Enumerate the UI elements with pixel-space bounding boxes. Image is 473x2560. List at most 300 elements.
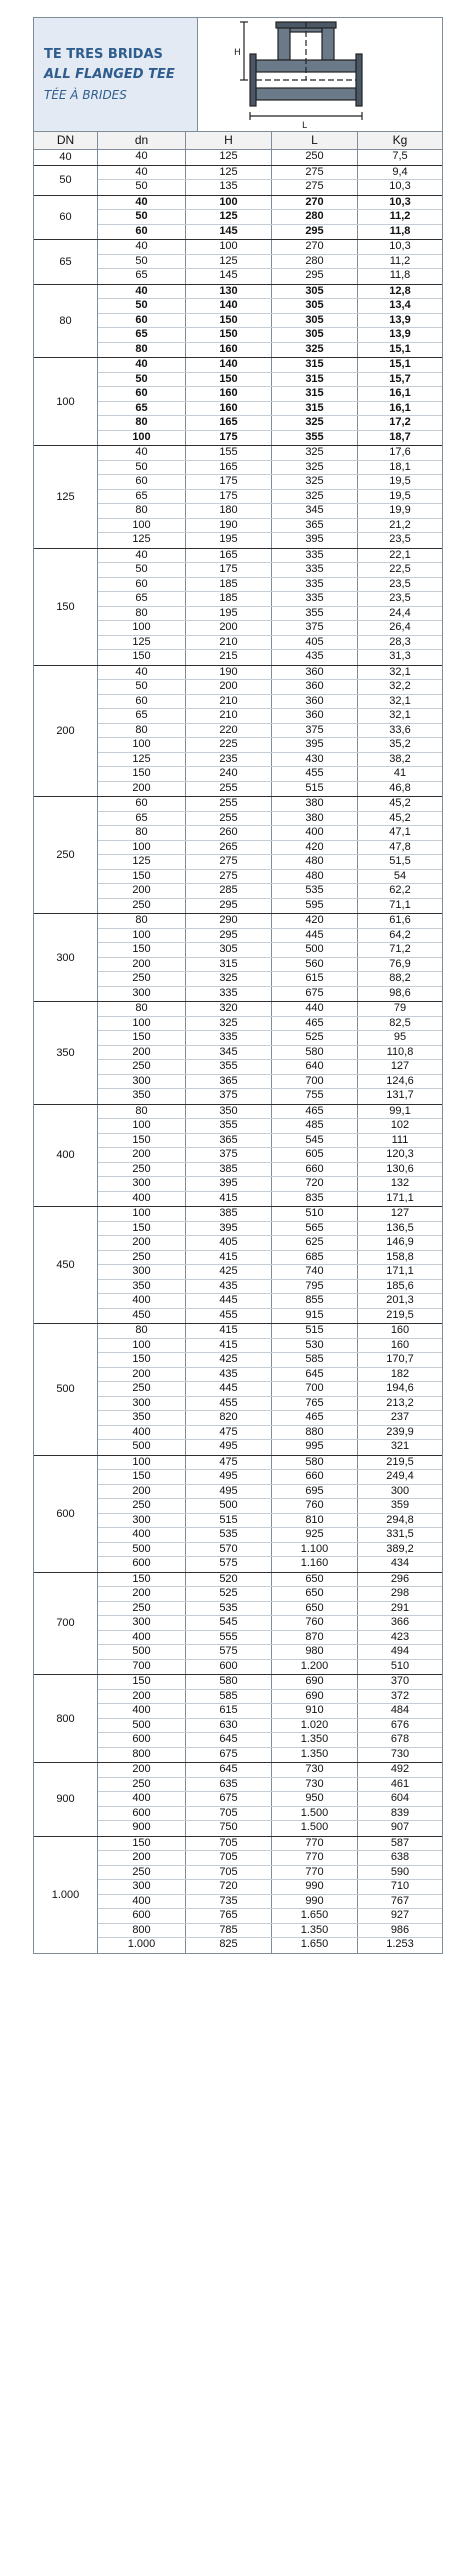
h-cell: 155: [186, 446, 272, 460]
branch-dn-cell: 60: [98, 695, 186, 709]
kg-cell: 11,2: [389, 254, 411, 267]
kg-cell: 62,2: [389, 884, 411, 896]
table-row: [98, 870, 442, 885]
branch-dn-cell: 250: [98, 1060, 186, 1074]
kg-cell: 23,5: [389, 577, 411, 590]
kg-cell: 54: [393, 869, 407, 882]
table-row: [98, 1265, 442, 1280]
kg-cell: 71,1: [389, 898, 411, 911]
l-cell: 695: [272, 1485, 358, 1499]
branch-dn-cell: 200: [98, 1763, 186, 1777]
kg-cell: 32,2: [389, 680, 411, 692]
kg-cell: 18,1: [389, 460, 411, 473]
l-cell: 465: [272, 1105, 358, 1119]
table-row: [98, 314, 442, 329]
branch-dn-cell: 200: [98, 1148, 186, 1162]
branch-dn-cell: 350: [98, 1411, 186, 1425]
group-dn-cell: 400: [34, 1105, 98, 1207]
l-cell: 1.160: [272, 1557, 358, 1572]
branch-dn-cell: 350: [98, 1089, 186, 1104]
kg-cell: 296: [390, 1572, 410, 1585]
kg-cell: 35,2: [389, 738, 411, 750]
branch-dn-cell: 125: [98, 753, 186, 767]
l-cell: 455: [272, 767, 358, 781]
l-cell: 275: [272, 166, 358, 180]
kg-cell: 182: [390, 1367, 410, 1380]
h-cell: 435: [186, 1368, 272, 1382]
table-row: [98, 328, 442, 343]
kg-cell: 678: [390, 1733, 410, 1745]
l-cell: 770: [272, 1837, 358, 1851]
branch-dn-cell: 450: [98, 1309, 186, 1324]
branch-dn-cell: 200: [98, 1690, 186, 1704]
branch-dn-cell: 500: [98, 1543, 186, 1557]
kg-cell: 160: [390, 1338, 410, 1351]
kg-cell: 194,6: [386, 1382, 414, 1394]
kg-cell: 11,8: [389, 224, 411, 237]
h-cell: 265: [186, 841, 272, 855]
l-cell: 305: [272, 328, 358, 342]
table-row: [98, 1690, 442, 1705]
h-cell: 570: [186, 1543, 272, 1557]
table-row: [98, 1602, 442, 1617]
l-cell: 325: [272, 475, 358, 489]
kg-cell: 98,6: [389, 986, 411, 999]
table-row: [98, 1089, 442, 1104]
l-cell: 400: [272, 826, 358, 840]
kg-cell: 102: [390, 1119, 410, 1131]
h-cell: 325: [186, 1017, 272, 1031]
table-header: [34, 132, 442, 150]
table-row: [98, 1368, 442, 1383]
col-header-kg: Kg: [392, 133, 408, 147]
kg-cell: 638: [390, 1851, 410, 1863]
kg-cell: 587: [390, 1836, 410, 1849]
l-cell: 375: [272, 724, 358, 738]
l-cell: 465: [272, 1411, 358, 1425]
branch-dn-cell: 65: [98, 269, 186, 284]
group-dn-cell: 60: [34, 196, 98, 240]
group-rows: [98, 797, 442, 913]
l-cell: 335: [272, 549, 358, 563]
kg-cell: 45,2: [389, 797, 411, 809]
table-row: [98, 899, 442, 914]
branch-dn-cell: 60: [98, 314, 186, 328]
l-cell: 445: [272, 929, 358, 943]
table-row: [98, 475, 442, 490]
table-row: [98, 1119, 442, 1134]
h-cell: 405: [186, 1236, 272, 1250]
l-cell: 355: [272, 607, 358, 621]
h-cell: 580: [186, 1675, 272, 1689]
kg-cell: 171,1: [386, 1191, 414, 1204]
l-cell: 795: [272, 1280, 358, 1294]
col-header-H: H: [186, 132, 272, 149]
table-row: [98, 650, 442, 665]
table-row: [98, 1704, 442, 1719]
h-cell: 335: [186, 1031, 272, 1045]
l-cell: 525: [272, 1031, 358, 1045]
branch-dn-cell: 200: [98, 958, 186, 972]
group-rows: [98, 549, 442, 665]
h-cell: 435: [186, 1280, 272, 1294]
kg-cell: 986: [390, 1923, 410, 1936]
kg-cell: 16,1: [389, 401, 411, 414]
branch-dn-cell: 300: [98, 1880, 186, 1894]
branch-dn-cell: 50: [98, 180, 186, 195]
table-row: [98, 1645, 442, 1660]
branch-dn-cell: 200: [98, 1046, 186, 1060]
kg-cell: 99,1: [389, 1104, 411, 1117]
branch-dn-cell: 150: [98, 1675, 186, 1689]
dn-group: [34, 1002, 442, 1105]
branch-dn-cell: 100: [98, 1207, 186, 1221]
h-cell: 555: [186, 1631, 272, 1645]
l-cell: 420: [272, 841, 358, 855]
h-cell: 365: [186, 1075, 272, 1089]
l-cell: 360: [272, 680, 358, 694]
h-cell: 225: [186, 738, 272, 752]
group-rows: [98, 446, 442, 548]
branch-dn-cell: 80: [98, 724, 186, 738]
dn-group: [34, 1573, 442, 1676]
l-cell: 650: [272, 1587, 358, 1601]
table-row: [98, 709, 442, 724]
table-row: [98, 549, 442, 564]
table-row: [98, 1675, 442, 1690]
branch-dn-cell: 65: [98, 709, 186, 723]
group-rows: [98, 1763, 442, 1836]
table-row: [98, 1924, 442, 1939]
h-cell: 335: [186, 987, 272, 1002]
kg-cell: 219,5: [386, 1455, 414, 1468]
kg-cell: 604: [390, 1792, 410, 1804]
group-dn-cell: 500: [34, 1324, 98, 1455]
kg-cell: 494: [390, 1645, 410, 1657]
kg-cell: 15,7: [389, 372, 411, 385]
table-row: [98, 1017, 442, 1032]
group-dn-cell: 800: [34, 1675, 98, 1762]
table-row: [98, 180, 442, 195]
branch-dn-cell: 50: [98, 563, 186, 577]
branch-dn-cell: 200: [98, 1851, 186, 1865]
branch-dn-cell: 900: [98, 1821, 186, 1836]
branch-dn-cell: 200: [98, 1587, 186, 1601]
branch-dn-cell: 600: [98, 1909, 186, 1923]
kg-cell: 239,9: [386, 1425, 414, 1438]
kg-cell: 331,5: [386, 1528, 414, 1540]
table-row: [98, 210, 442, 225]
table-row: [98, 285, 442, 300]
kg-cell: 370: [390, 1675, 410, 1687]
table-row: [98, 1660, 442, 1675]
branch-dn-cell: 80: [98, 343, 186, 358]
h-cell: 455: [186, 1309, 272, 1324]
branch-dn-cell: 800: [98, 1748, 186, 1763]
table-row: [98, 1192, 442, 1207]
table-row: [98, 1514, 442, 1529]
l-cell: 355: [272, 431, 358, 446]
h-cell: 545: [186, 1616, 272, 1630]
h-cell: 190: [186, 666, 272, 680]
table-row: [98, 1557, 442, 1572]
h-cell: 210: [186, 636, 272, 650]
group-dn-cell: 200: [34, 666, 98, 797]
h-cell: 145: [186, 225, 272, 240]
l-cell: 1.350: [272, 1924, 358, 1938]
l-cell: 995: [272, 1440, 358, 1455]
kg-cell: 131,7: [386, 1089, 414, 1101]
kg-cell: 21,2: [389, 518, 411, 531]
group-rows: [98, 1207, 442, 1323]
h-cell: 255: [186, 812, 272, 826]
table-row: [98, 767, 442, 782]
table-row: [98, 299, 442, 314]
branch-dn-cell: 250: [98, 1163, 186, 1177]
h-cell: 175: [186, 475, 272, 489]
h-cell: 200: [186, 621, 272, 635]
l-cell: 345: [272, 504, 358, 518]
branch-dn-cell: 250: [98, 1866, 186, 1880]
l-cell: 315: [272, 402, 358, 416]
h-cell: 645: [186, 1763, 272, 1777]
branch-dn-cell: 60: [98, 797, 186, 811]
h-cell: 160: [186, 343, 272, 358]
table-row: [98, 958, 442, 973]
h-cell: 315: [186, 958, 272, 972]
kg-cell: 767: [390, 1894, 410, 1907]
table-row: [98, 1528, 442, 1543]
h-cell: 635: [186, 1778, 272, 1792]
h-cell: 415: [186, 1251, 272, 1265]
h-cell: 415: [186, 1339, 272, 1353]
l-cell: 770: [272, 1866, 358, 1880]
l-cell: 315: [272, 358, 358, 372]
h-cell: 275: [186, 870, 272, 884]
table-row: [98, 695, 442, 710]
table-row: [98, 461, 442, 476]
branch-dn-cell: 40: [98, 446, 186, 460]
branch-dn-cell: 40: [98, 166, 186, 180]
h-cell: 260: [186, 826, 272, 840]
kg-cell: 23,5: [389, 592, 411, 604]
table-row: [98, 782, 442, 797]
dn-group: [34, 358, 442, 446]
h-cell: 445: [186, 1382, 272, 1396]
l-cell: 465: [272, 1017, 358, 1031]
table-row: [98, 1837, 442, 1852]
kg-cell: 907: [390, 1821, 410, 1833]
branch-dn-cell: 80: [98, 914, 186, 928]
table-row: [98, 166, 442, 181]
l-cell: 280: [272, 255, 358, 269]
table-row: [98, 972, 442, 987]
table-row: [98, 490, 442, 505]
h-cell: 195: [186, 607, 272, 621]
l-cell: 500: [272, 943, 358, 957]
table-row: [98, 1426, 442, 1441]
kg-cell: 10,3: [389, 195, 411, 208]
branch-dn-cell: 125: [98, 855, 186, 869]
kg-cell: 38,2: [389, 752, 411, 765]
table-row: [98, 666, 442, 681]
tee-diagram-icon: [198, 18, 440, 130]
h-cell: 495: [186, 1440, 272, 1455]
h-cell: 515: [186, 1514, 272, 1528]
table-body: [34, 150, 442, 1953]
branch-dn-cell: 80: [98, 504, 186, 518]
group-rows: [98, 1324, 442, 1455]
l-cell: 880: [272, 1426, 358, 1440]
branch-dn-cell: 250: [98, 1778, 186, 1792]
table-row: [98, 738, 442, 753]
branch-dn-cell: 80: [98, 1105, 186, 1119]
table-row: [98, 416, 442, 431]
l-cell: 325: [272, 461, 358, 475]
table-row: [98, 240, 442, 255]
table-row: [98, 1397, 442, 1412]
kg-cell: 130,6: [386, 1162, 414, 1175]
branch-dn-cell: 80: [98, 416, 186, 430]
branch-dn-cell: 400: [98, 1528, 186, 1542]
h-cell: 240: [186, 767, 272, 781]
kg-cell: 9,4: [392, 165, 408, 178]
l-cell: 325: [272, 490, 358, 504]
branch-dn-cell: 500: [98, 1440, 186, 1455]
dn-group: [34, 1456, 442, 1573]
h-cell: 165: [186, 416, 272, 430]
l-cell: 295: [272, 225, 358, 240]
h-cell: 100: [186, 196, 272, 210]
table-row: [98, 387, 442, 402]
table-row: [98, 1763, 442, 1778]
l-cell: 280: [272, 210, 358, 224]
h-cell: 150: [186, 314, 272, 328]
table-row: [98, 1309, 442, 1324]
h-cell: 210: [186, 709, 272, 723]
kg-cell: 61,6: [389, 914, 411, 926]
kg-cell: 249,4: [386, 1470, 414, 1482]
table-row: [98, 1895, 442, 1910]
l-cell: 1.500: [272, 1821, 358, 1836]
kg-cell: 484: [390, 1704, 410, 1716]
branch-dn-cell: 80: [98, 1324, 186, 1338]
l-cell: 250: [272, 150, 358, 165]
l-cell: 980: [272, 1645, 358, 1659]
h-cell: 285: [186, 884, 272, 898]
table-row: [98, 533, 442, 548]
col-header-dn: dn: [98, 132, 186, 149]
branch-dn-cell: 600: [98, 1557, 186, 1572]
group-rows: [98, 1837, 442, 1953]
group-dn-cell: 100: [34, 358, 98, 445]
table-row: [98, 1148, 442, 1163]
dn-group: [34, 240, 442, 285]
kg-cell: 82,5: [389, 1016, 411, 1029]
group-rows: [98, 150, 442, 165]
l-cell: 380: [272, 797, 358, 811]
l-cell: 730: [272, 1763, 358, 1777]
branch-dn-cell: 60: [98, 475, 186, 489]
l-cell: 915: [272, 1309, 358, 1324]
table-row: [98, 504, 442, 519]
branch-dn-cell: 400: [98, 1792, 186, 1806]
table-row: [98, 1236, 442, 1251]
h-cell: 325: [186, 972, 272, 986]
branch-dn-cell: 150: [98, 870, 186, 884]
h-cell: 185: [186, 578, 272, 592]
h-cell: 185: [186, 592, 272, 606]
kg-cell: 171,1: [386, 1265, 414, 1277]
kg-cell: 124,6: [386, 1074, 414, 1087]
branch-dn-cell: 700: [98, 1660, 186, 1675]
group-rows: [98, 1105, 442, 1207]
kg-cell: 47,1: [389, 826, 411, 838]
branch-dn-cell: 500: [98, 1719, 186, 1733]
table-row: [98, 929, 442, 944]
group-dn-cell: 900: [34, 1763, 98, 1836]
kg-cell: 46,8: [389, 781, 411, 794]
table-row: [98, 255, 442, 270]
table-row: [98, 884, 442, 899]
l-cell: 685: [272, 1251, 358, 1265]
table-row: [98, 1851, 442, 1866]
group-dn-cell: 350: [34, 1002, 98, 1104]
l-cell: 335: [272, 592, 358, 606]
table-row: [98, 1353, 442, 1368]
kg-cell: 294,8: [386, 1513, 414, 1526]
branch-dn-cell: 300: [98, 1177, 186, 1191]
l-cell: 650: [272, 1573, 358, 1587]
l-cell: 485: [272, 1119, 358, 1133]
branch-dn-cell: 50: [98, 210, 186, 224]
table-row: [98, 402, 442, 417]
kg-cell: 291: [390, 1601, 410, 1614]
table-row: [98, 1880, 442, 1895]
group-dn-cell: 65: [34, 240, 98, 284]
kg-cell: 32,1: [389, 709, 411, 721]
branch-dn-cell: 80: [98, 1002, 186, 1016]
kg-cell: 17,2: [389, 416, 411, 428]
table-row: [98, 1411, 442, 1426]
group-rows: [98, 1675, 442, 1762]
l-cell: 565: [272, 1222, 358, 1236]
l-cell: 720: [272, 1177, 358, 1191]
branch-dn-cell: 125: [98, 636, 186, 650]
branch-dn-cell: 40: [98, 196, 186, 210]
l-cell: 1.350: [272, 1748, 358, 1763]
table-row: [98, 753, 442, 768]
table-row: [98, 1807, 442, 1822]
h-cell: 825: [186, 1938, 272, 1953]
table-row: [98, 358, 442, 373]
kg-cell: 366: [390, 1616, 410, 1628]
l-cell: 645: [272, 1368, 358, 1382]
branch-dn-cell: 150: [98, 1353, 186, 1367]
group-rows: [98, 196, 442, 240]
table-row: [98, 1543, 442, 1558]
kg-cell: 32,1: [389, 694, 411, 707]
dn-group: [34, 1324, 442, 1456]
group-rows: [98, 285, 442, 358]
table-row: [98, 724, 442, 739]
table-row: [98, 1002, 442, 1017]
kg-cell: 12,8: [389, 284, 411, 297]
kg-cell: 28,3: [389, 635, 411, 648]
kg-cell: 19,9: [389, 504, 411, 516]
branch-dn-cell: 80: [98, 607, 186, 621]
branch-dn-cell: 100: [98, 929, 186, 943]
